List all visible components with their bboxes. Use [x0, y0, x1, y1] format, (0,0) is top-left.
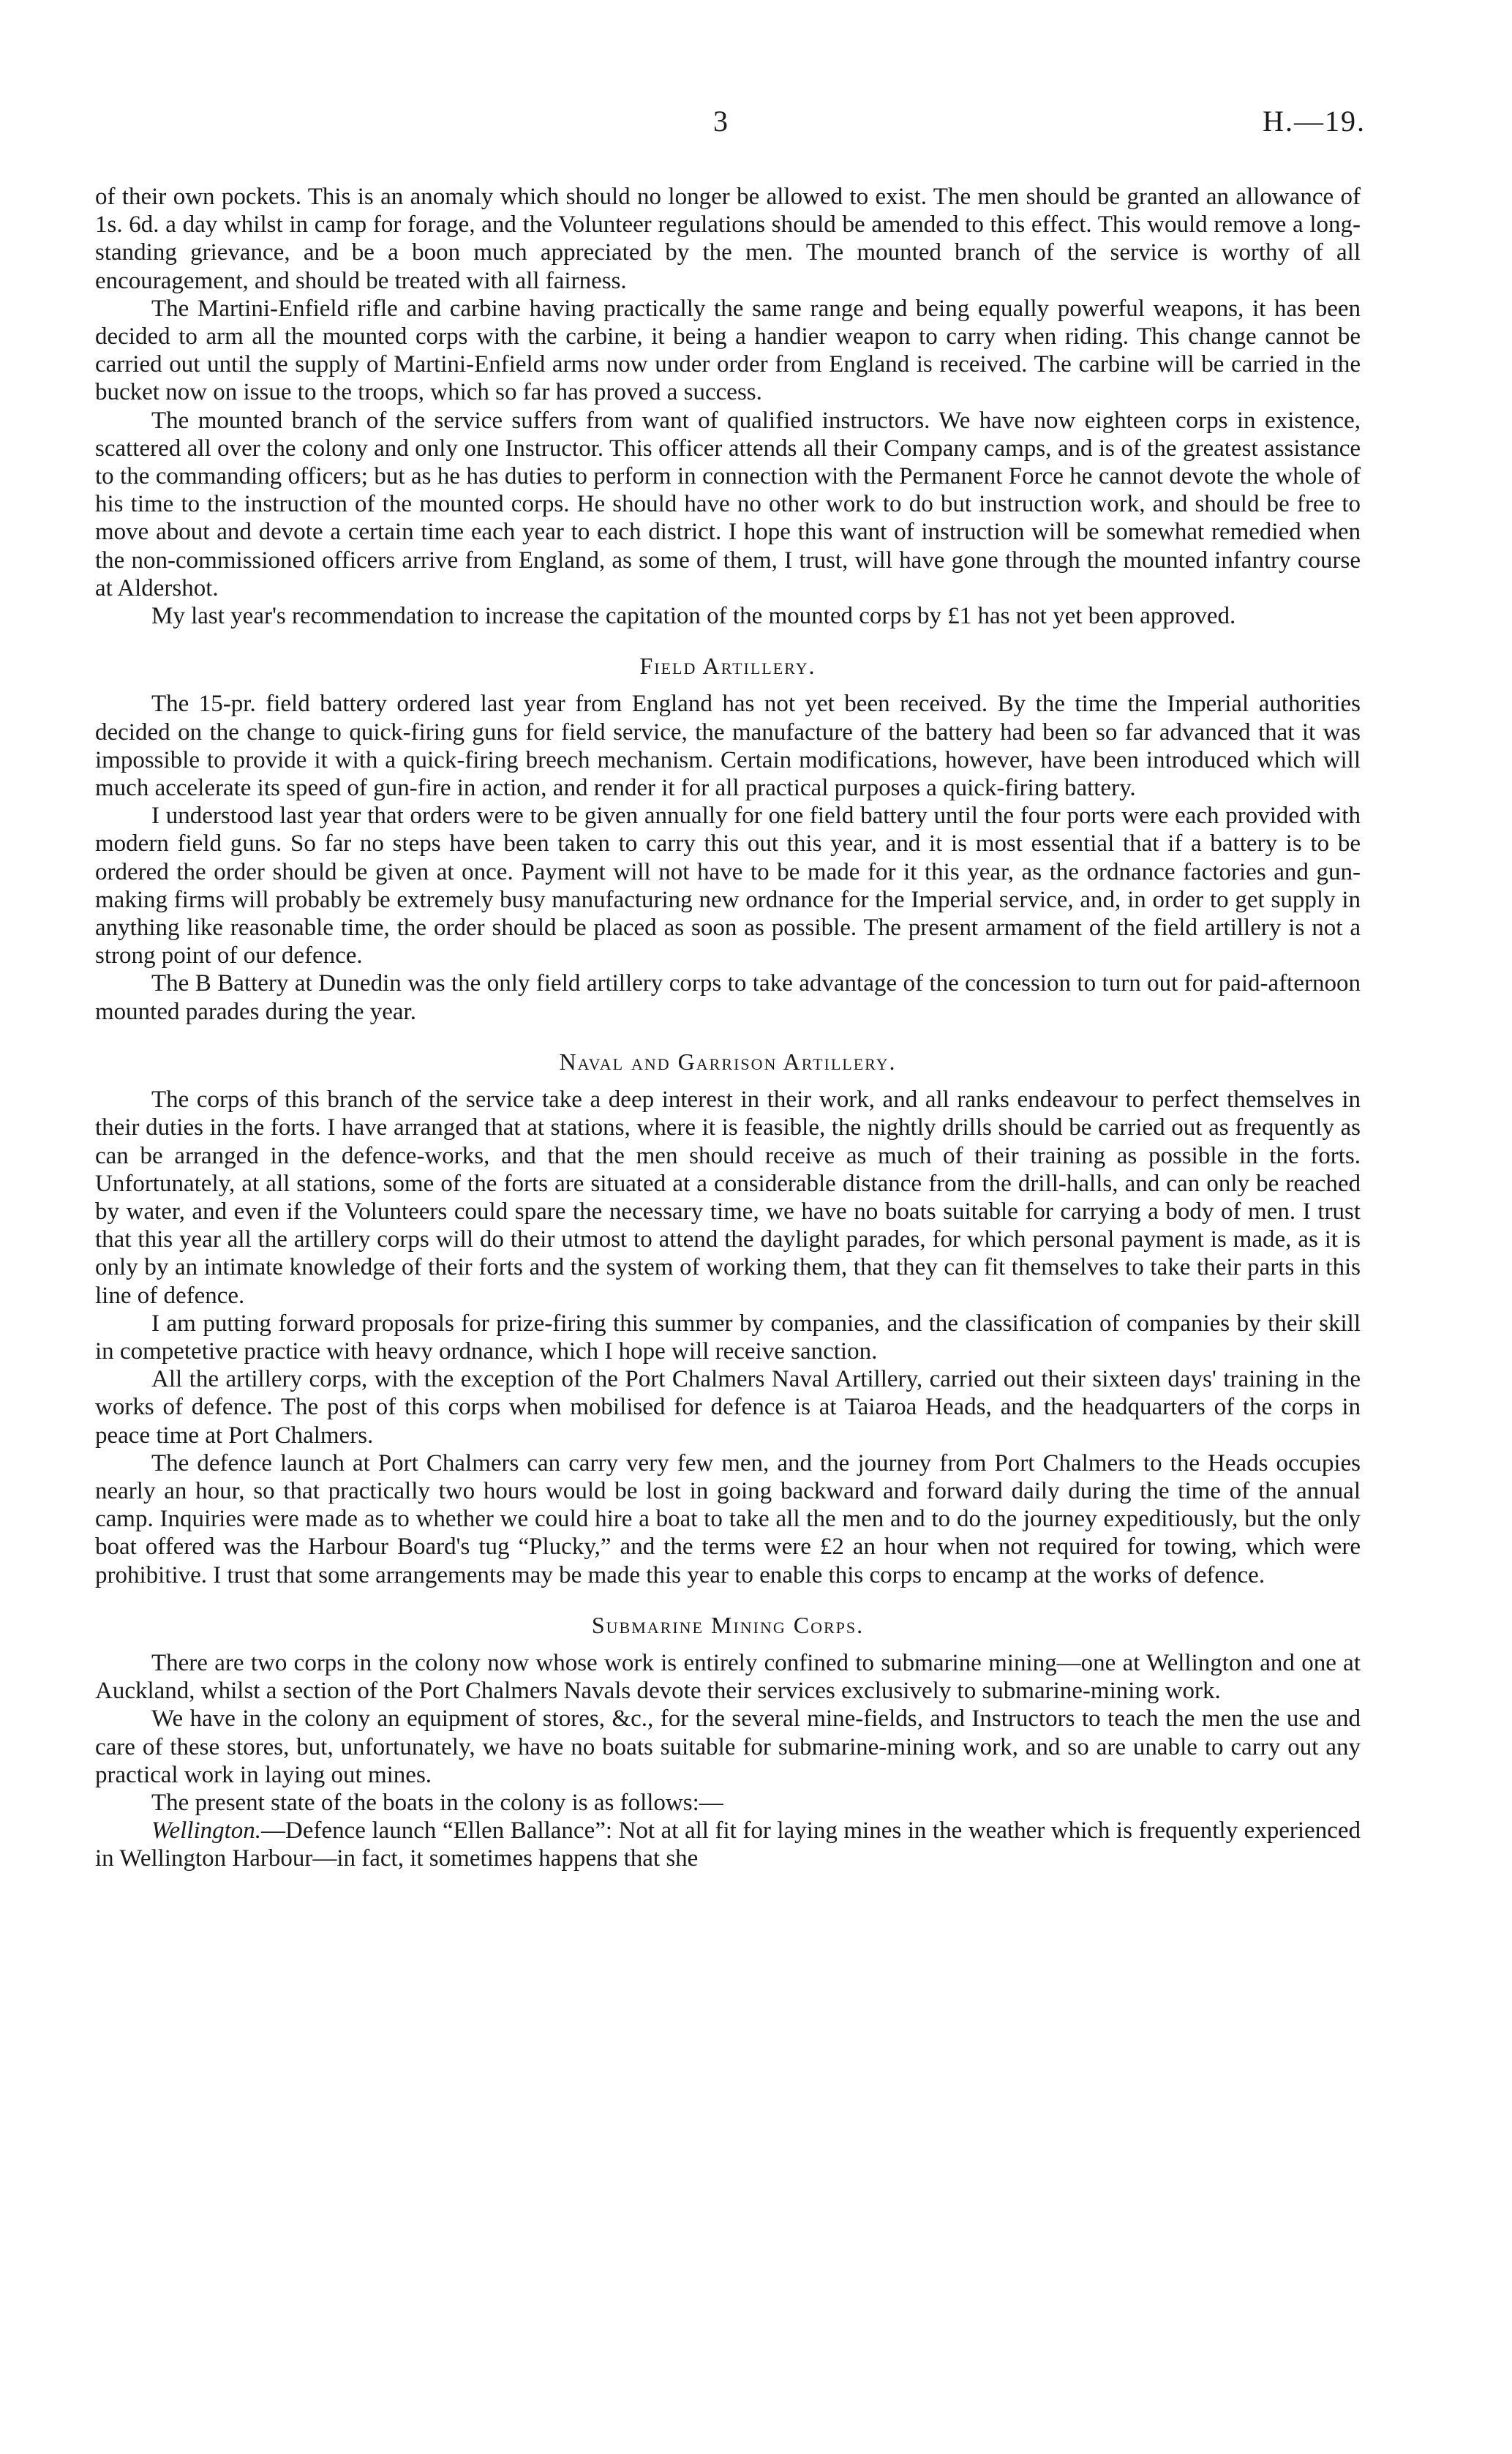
section-heading-submarine-mining-corps: Submarine Mining Corps.	[591, 1611, 865, 1638]
section-heading-field-artillery: Field Artillery.	[639, 653, 816, 680]
paragraph: I am putting forward proposals for prize-firing this summer by companies, and the classification of companies by their skill in competetive practice with heavy ordnance, which I hope will receive sanction.	[95, 1310, 1361, 1365]
place-name: Wellington.	[151, 1817, 262, 1845]
paragraph: There are two corps in the colony now whose work is entirely confined to submarine mining—one at Wellington and one at Auckland, whilst a section of the Port Chalmers Navals devote their services exclusively to submarine-mining work.	[95, 1649, 1361, 1705]
paragraph: The B Battery at Dunedin was the only field artillery corps to take advantage of the concession to turn out for paid-afternoon mounted parades during the year.	[95, 970, 1361, 1025]
paragraph: of their own pockets. This is an anomaly which should no longer be allowed to exist. The men should be granted an allowance of 1s. 6d. a day whilst in camp for forage, and the Volunteer regulations should be amended to this effect. This would remove a long-standing grievance, and be a boon much appreciated by the men. The mounted branch of the service is worthy of all encouragement, and should be treated with all fairness.	[95, 184, 1361, 294]
document-body	[95, 183, 1361, 1873]
paragraph: The corps of this branch of the service take a deep interest in their work, and all ranks endeavour to perfect themselves in their duties in the forts. I have arranged that at stations, where it is feasible, the nightly drills should be carried out as frequently as can be arranged in the defence-works, and that the men should receive as much of their training as possible in the forts. Unfortunately, at all stations, some of the forts are situated at a considerable distance from the drill-halls, and can only be reached by water, and even if the Volunteers could spare the necessary time, we have no boats suitable for carrying a body of men. I trust that this year all the artillery corps will do their utmost to attend the daylight parades, for which personal payment is made, as it is only by an intimate knowledge of their forts and the system of working them, that they can fit themselves to take their parts in this line of defence.	[95, 1087, 1361, 1309]
paragraph-text: —Defence launch “Ellen Ballance”: Not at all fit for laying mines in the weather which is frequently experienced in Wellington Harbour—in fact, it sometimes happens that she	[95, 1817, 1361, 1872]
paragraph: The mounted branch of the service suffers from want of qualified instructors. We have now eighteen corps in existence, scattered all over the colony and only one Instructor. This officer attends all their Company camps, and is of the greatest assistance to the commanding officers; but as he has duties to perform in connection with the Permanent Force he cannot devote the whole of his time to the instruction of the mounted corps. He should have no other work to do but instruction work, and should be free to move about and devote a certain time each year to each district. I hope this want of instruction will be somewhat remedied when the non-commissioned officers arrive from England, as some of them, I trust, will have gone through the mounted infantry course at Aldershot.	[95, 407, 1361, 601]
paragraph: The Martini-Enfield rifle and carbine having practically the same range and being equally powerful weapons, it has been decided to arm all the mounted corps with the carbine, it being a handier weapon to carry when riding. This change cannot be carried out until the supply of Martini-Enfield arms now under order from England is received. The carbine will be carried in the bucket now on issue to the troops, which so far has proved a success.	[95, 295, 1361, 406]
paragraph: I understood last year that orders were to be given annually for one field battery until the four ports were each provided with modern field guns. So far no steps have been taken to carry this out this year, and it is most essential that if a battery is to be ordered the order should be given at once. Payment will not have to be made for it this year, as the ordnance factories and gun-making firms will probably be extremely busy manufacturing new ordnance for the Imperial service, and, in order to get supply in anything like reasonable time, the order should be placed as soon as possible. The present armament of the field artillery is not a strong point of our defence.	[95, 803, 1361, 969]
paragraph: The present state of the boats in the colony is as follows:—	[151, 1789, 723, 1816]
section-heading-naval-garrison-artillery: Naval and Garrison Artillery.	[559, 1048, 897, 1075]
paragraph: We have in the colony an equipment of stores, &c., for the several mine-fields, and Instructors to teach the men the use and care of these stores, but, unfortunately, we have no boats suitable for submarine-mining work, and so are unable to carry out any practical work in laying out mines.	[95, 1706, 1361, 1788]
paragraph: The defence launch at Port Chalmers can carry very few men, and the journey from Port Chalmers to the Heads occupies nearly an hour, so that practically two hours would be lost in going backward and forward daily during the time of the annual camp. Inquiries were made as to whether we could hire a boat to take all the men and to do the journey expeditiously, but the only boat offered was the Harbour Board's tug “Plucky,” and the terms were £2 an hour when not required for towing, which were prohibitive. I trust that some arrangements may be made this year to enable this corps to encamp at the works of defence.	[95, 1449, 1361, 1588]
paragraph: My last year's recommendation to increase the capitation of the mounted corps by £1 has not yet been approved.	[151, 603, 1236, 630]
page-number: 3	[713, 105, 728, 138]
paragraph: All the artillery corps, with the exception of the Port Chalmers Naval Artillery, carried out their sixteen days' training in the works of defence. The post of this corps when mobilised for defence is at Taiaroa Heads, and the headquarters of the corps in peace time at Port Chalmers.	[95, 1366, 1361, 1449]
paragraph: The 15-pr. field battery ordered last year from England has not yet been received. By the time the Imperial authorities decided on the change to quick-firing guns for field service, the manufacture of the battery had been so far advanced that it was impossible to provide it with a quick-firing breech mechanism. Certain modifications, however, have been introduced which will much accelerate its speed of gun-fire in action, and render it for all practical purposes a quick-firing battery.	[95, 691, 1361, 802]
paragraph	[95, 1817, 1361, 1872]
document-reference: H.—19.	[1263, 105, 1366, 138]
